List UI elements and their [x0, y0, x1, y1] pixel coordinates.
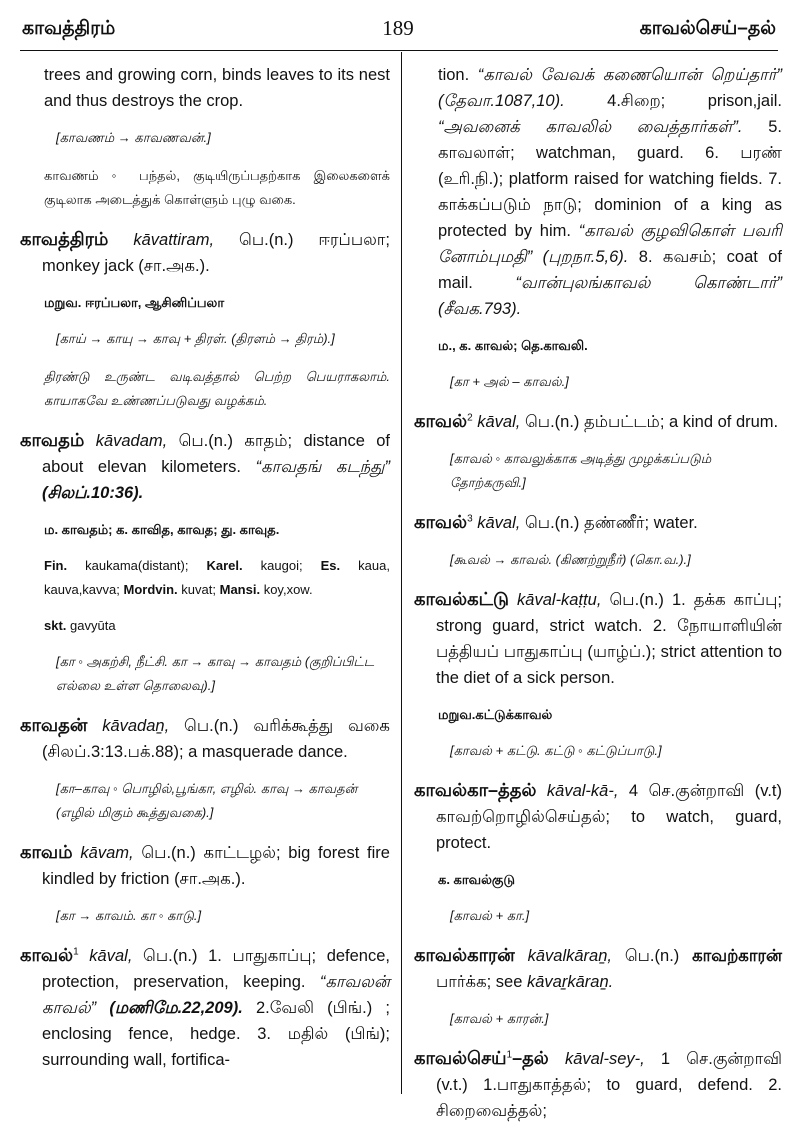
entry-kavattiram — [20, 226, 390, 413]
running-head-left: காவத்திரம் — [22, 18, 116, 39]
definition: 4 செ.குன்றாவி (v.t) காவற்றொழில்செய்தல்; to watch, guard, protect. — [436, 782, 782, 852]
definition: பெ.(n.) தண்ணீர்; water. — [524, 514, 698, 532]
quotation: “காவல் குழவிகொள் பவரி னோம்புமதி” — [438, 222, 782, 266]
homonym-number: 1 — [506, 1049, 513, 1061]
citation: (தேவா.1087,10). — [438, 92, 565, 110]
entry-kavalkaran: காவல்காரன் kāvalkāraṉ, பெ.(n.) காவற்காரன் பார்க்க; see kāvaṟkāraṉ. [காவல் + காரன்.] — [414, 942, 782, 1031]
etymology: [காவல் + கட்டு. கட்டு ◦ கட்டுப்பாடு.] — [450, 743, 662, 758]
transliteration: kāval, — [477, 514, 521, 532]
quotation: “அவனைக் காவலில் வைத்தார்கள்”. — [438, 118, 743, 136]
headword: காவல் — [414, 512, 468, 532]
homonym-number: 2 — [467, 412, 473, 424]
definition: பெ.(n.) ஈரப்பலா; monkey jack (சா.அக.). — [42, 231, 391, 275]
entry-kaval-2 — [414, 408, 782, 495]
transliteration: kāval, — [477, 413, 521, 431]
headword: காவல் — [20, 945, 74, 965]
quotation: “காவலன் காவல்” — [42, 973, 390, 1017]
definition: பெ.(n.) — [624, 947, 680, 965]
cognates: ம. காவதம்; க. காவித, காவத; து. காவுத. — [44, 522, 280, 537]
transliteration: kāvattiram, — [133, 231, 215, 249]
transliteration: kāval-sey-, — [564, 1050, 645, 1068]
citation: (சீவக.793). — [438, 300, 522, 318]
transliteration: kāvam, — [80, 844, 134, 862]
page-number: 189 — [382, 16, 414, 40]
foreign-cognates: Fin. kaukama(distant); Karel. kaugoi; Es. kaua, kauva,kavva; Mordvin. kuvat; Mansi. koy,xow. — [44, 558, 390, 597]
definition: 1 செ.குன்றாவி (v.t.) 1.பாதுகாத்தல்; to guard, defend. 2. சிறைவைத்தல்; — [436, 1050, 783, 1120]
etymology: [கா + அல் – காவல்.] — [450, 374, 569, 389]
cross-reference-transliteration: kāvaṟkāraṉ. — [527, 973, 614, 991]
headword-suffix: –தல் — [512, 1048, 549, 1068]
entry-kavadan — [20, 712, 390, 825]
left-column — [20, 56, 390, 1100]
definition: பெ.(n.) காட்டழல்; big forest fire kindled by friction (சா.அக.). — [42, 844, 390, 888]
transliteration: kāval-kaṭṭu, — [517, 591, 602, 609]
entry-kavam — [20, 839, 390, 928]
header-rule — [20, 50, 778, 51]
headword: காவதன் — [20, 715, 88, 735]
quotation: “காவல் வேவக் கணையொன் றெய்தார்” — [477, 66, 782, 84]
entry-kaval-ka — [414, 777, 782, 928]
entry-kaval-3 — [414, 509, 782, 572]
citation: (சிலப்.10:36). — [42, 484, 144, 502]
etymology: [கா–காவு ◦ பொழில்,பூங்கா, எழில். காவு → காவதன் (எழில் மிகும் கூத்துவகை).] — [56, 781, 358, 820]
headword: காவல் — [414, 411, 468, 431]
etymology: [காய் → காயு → காவு + திரள். (திரளம் → திரம்).] — [56, 331, 335, 346]
etymology: [கா ◦ அகற்சி, நீட்சி. கா → காவு → காவதம் (குறிப்பிட்ட எல்லை உள்ள தொலைவு).] — [56, 654, 375, 693]
etymology: [காவல் ◦ காவலுக்காக அடித்து முழக்கப்படும் தோற்கருவி.] — [450, 451, 712, 490]
etymology: [கூவல் → காவல். (கிணற்றுநீர்) (கொ.வ.).] — [450, 552, 691, 567]
etymology: [காவல் + காரன்.] — [450, 1011, 549, 1026]
entry-kaval-sey — [414, 1045, 782, 1124]
column-divider — [401, 52, 402, 1094]
entry-kavadam — [20, 427, 390, 698]
right-column — [414, 56, 783, 1120]
definition: பெ.(n.) தம்பட்டம்; a kind of drum. — [524, 413, 779, 431]
synonyms: மறுவ.கட்டுக்காவல் — [438, 707, 553, 722]
quotation: “காவதங் கடந்து” — [255, 458, 390, 476]
note: திரண்டு உருண்ட வடிவத்தால் பெற்ற பெயராகலாம். காயாகவே உண்ணப்படுவது வழக்கம். — [44, 369, 390, 408]
homonym-number: 3 — [467, 513, 473, 525]
page-header — [20, 14, 776, 48]
definition: பெ.(n.) வரிக்கூத்து வகை (சிலப்.3:13.பக்.88); a masquerade dance. — [42, 717, 390, 761]
definition: பெ.(n.) காதம்; distance of about elevan kilometers. — [42, 432, 390, 476]
running-head-right: காவல்செய்–தல் — [639, 18, 776, 39]
headword: காவல்கா–த்தல் — [414, 780, 537, 800]
transliteration: kāvadam, — [95, 432, 168, 450]
headword: காவல்கட்டு — [414, 589, 509, 609]
headword: காவல்செய் — [414, 1048, 507, 1068]
entry-kaval-1 — [20, 942, 390, 1073]
transliteration: kāvadaṉ, — [102, 717, 170, 735]
cognates: க. காவல்குடு — [438, 872, 515, 887]
definition: பெ.(n.) 1. தக்க காப்பு; strong guard, strict watch. 2. நோயாளியின் பத்தியப் பாதுகாப்பு (யாழ்ப்.); strict attention to the diet of a sick person. — [436, 591, 782, 687]
headword: காவம் — [20, 842, 73, 862]
headword: காவதம் — [20, 430, 85, 450]
etymology: [கா → காவம். கா ◦ காடு.] — [56, 908, 202, 923]
definition: பெ.(n.) 1. பாதுகாப்பு; defence, protection, preservation, keeping. — [42, 947, 390, 991]
cross-reference: காவற்காரன் — [692, 947, 783, 965]
etymology: [காவணம் → காவணவன்.] — [56, 130, 211, 145]
cognates: ம., க. காவல்; தெ.காவலி. — [438, 338, 588, 353]
headword: காவல்காரன் — [414, 945, 515, 965]
entry-kaval-kattu — [414, 586, 782, 763]
synonyms: மறுவ. ஈரப்பலா, ஆசினிப்பலா — [44, 295, 225, 310]
etymology: [காவல் + கா.] — [450, 908, 530, 923]
transliteration: kāvalkāraṉ, — [527, 947, 612, 965]
note: காவணம் ◦ பந்தல், குடியிருப்பதற்காக இலைகளைக் குடிலாக அடைத்துக் கொள்ளும் புழு வகை. — [44, 168, 390, 207]
headword: காவத்திரம் — [20, 229, 109, 249]
quotation: “வான்புலங்காவல் கொண்டார்” — [515, 274, 782, 292]
definition-continued: 2.வேலி (பிங்.) ; enclosing fence, hedge. 3. மதில் (பிங்); surrounding wall, fortifica- — [42, 999, 391, 1069]
transliteration: kāval, — [89, 947, 133, 965]
transliteration: kāval-kā-, — [546, 782, 619, 800]
sanskrit-form: skt. gavyūta — [44, 618, 116, 633]
homonym-number: 1 — [73, 946, 79, 958]
continued-text: trees and growing corn, binds leaves to its nest and thus destroys the crop. — [44, 66, 390, 110]
citation: (மணிமே.22,209). — [109, 999, 243, 1017]
citation: (புறநா.5,6). — [542, 248, 629, 266]
continued-entry-kaval-1: tion. “காவல் வேவக் கணையொன் றெய்தார்” (தேவா.1087,10). 4.சிறை; prison,jail. “அவனைக் காவலில் வைத்தார்கள்”. 5. காவலாள்; watchman, guard. 6. பரண் (உரி.நி.); platform raised for watching fields. 7. காக்கப்படும் நாடு; dominion of a king as protected by him. “காவல் குழவிகொள் பவரி னோம்புமதி” (புறநா.5,6). 8. கவசம்; coat of mail. “வான்புலங்காவல் கொண்டார்” (சீவக.793). — [438, 66, 783, 318]
